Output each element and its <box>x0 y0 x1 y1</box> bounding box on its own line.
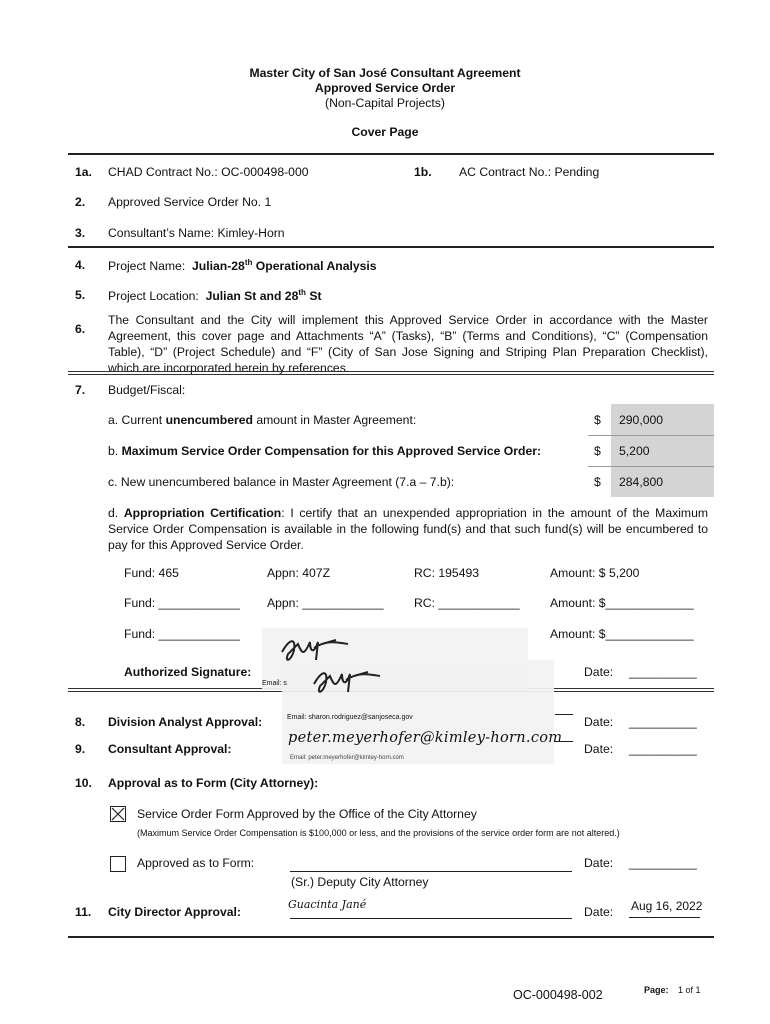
row-11-number: 11. <box>75 905 92 919</box>
city-attorney-checkbox-checked[interactable] <box>110 806 126 822</box>
service-order-no: Approved Service Order No. 1 <box>108 195 272 209</box>
budget-b-currency: $ <box>594 444 601 458</box>
city-director-approval-label: City Director Approval: <box>108 905 241 919</box>
divider <box>68 246 714 248</box>
appropriation-certification <box>108 505 708 553</box>
appn-1: Appn: 407Z <box>267 566 331 580</box>
budget-a-prefix: a. Current <box>108 413 166 427</box>
appn-2[interactable]: Appn: ____________ <box>267 596 384 610</box>
auth-date-label: Date: <box>584 665 614 679</box>
r11-date-value: Aug 16, 2022 <box>631 899 703 913</box>
title-line-2: Approved Service Order <box>314 81 456 95</box>
approved-as-to-form-checkbox[interactable] <box>110 856 126 872</box>
row-2-number: 2. <box>75 195 86 209</box>
amount-3[interactable]: Amount: $_____________ <box>550 627 694 641</box>
row-3-number: 3. <box>75 226 86 240</box>
document-id: OC-000498-002 <box>513 988 603 1002</box>
consultant-approval-label: Consultant Approval: <box>108 742 232 756</box>
row-6-number: 6. <box>75 322 86 336</box>
project-location-sup: th <box>298 288 306 297</box>
budget-a-post: amount in Master Agreement: <box>252 413 417 427</box>
fund-3[interactable]: Fund: ____________ <box>124 627 240 641</box>
r9-date-blank[interactable]: __________ <box>629 742 697 756</box>
chad-contract-no: CHAD Contract No.: OC-000498-000 <box>108 165 309 179</box>
authorized-signature-label: Authorized Signature: <box>124 665 252 679</box>
divider <box>68 371 714 375</box>
auth-date-blank[interactable]: __________ <box>629 665 697 679</box>
date-line <box>629 917 700 918</box>
title-line-3: (Non-Capital Projects) <box>325 96 445 110</box>
approved-as-to-form-label: Approved as to Form: <box>137 856 255 870</box>
budget-a-currency: $ <box>594 413 601 427</box>
rc-2[interactable]: RC: ____________ <box>414 596 520 610</box>
fund-1: Fund: 465 <box>124 566 179 580</box>
page-label: Page: <box>644 985 669 995</box>
amount-2[interactable]: Amount: $_____________ <box>550 596 694 610</box>
row-1b-number: 1b. <box>414 165 432 179</box>
divider <box>68 153 714 155</box>
page-number: 1 of 1 <box>678 985 701 995</box>
ac-contract-no: AC Contract No.: Pending <box>459 165 600 179</box>
check-x-icon <box>111 807 125 821</box>
opt2-date-label: Date: <box>584 856 614 870</box>
budget-d-prefix: d. <box>108 506 124 520</box>
fund-2[interactable]: Fund: ____________ <box>124 596 240 610</box>
project-name-value-rest: Operational Analysis <box>252 259 377 274</box>
cover-page-heading: Cover Page <box>351 125 419 139</box>
row-10-number: 10. <box>75 776 92 790</box>
cell-divider <box>588 466 714 467</box>
budget-b-text: Maximum Service Order Compensation for this Approved Service Order: <box>121 444 542 458</box>
row-5-number: 5. <box>75 288 86 302</box>
budget-d-text: : I certify that an unexpended appropriation in the amount of the Maximum Service Order Compensation is available in the following fund(s) and that such fund(s) will be encumbered to pay for this Approved Service Order. <box>108 506 708 552</box>
auth-email-fragment: Email: s <box>262 680 287 687</box>
budget-a-bold: unencumbered <box>165 413 253 427</box>
budget-b-value: 5,200 <box>619 444 650 458</box>
signature-line <box>555 741 573 742</box>
approval-as-to-form-heading: Approval as to Form (City Attorney): <box>108 776 319 790</box>
project-name-value: Julian-28 <box>192 259 245 274</box>
budget-fiscal-label: Budget/Fiscal: <box>108 383 186 397</box>
signature-scribble-2 <box>308 662 408 704</box>
project-location-value-rest: St <box>305 289 322 304</box>
consultant-signature: peter.meyerhofer@kimley-horn.com <box>288 730 563 746</box>
divider <box>68 936 714 938</box>
signature-line <box>555 714 573 715</box>
budget-a-value: 290,000 <box>619 413 664 427</box>
r8-date-blank[interactable]: __________ <box>629 715 697 729</box>
row-1a-number: 1a. <box>75 165 92 179</box>
project-location <box>108 288 322 303</box>
row-7-number: 7. <box>75 383 86 397</box>
opt2-date-blank[interactable]: __________ <box>629 856 697 870</box>
budget-b-prefix: b. <box>108 444 122 458</box>
budget-line-b <box>108 444 541 458</box>
attorney-signature-line[interactable] <box>290 871 572 872</box>
r11-date-label: Date: <box>584 905 614 919</box>
row-9-number: 9. <box>75 742 86 756</box>
project-name-label: Project Name: <box>108 259 186 274</box>
title-line-1: Master City of San José Consultant Agreement <box>249 66 521 80</box>
amount-1: Amount: $ 5,200 <box>550 566 640 580</box>
cell-divider <box>588 435 714 436</box>
project-name <box>108 258 377 273</box>
rc-1: RC: 195493 <box>414 566 480 580</box>
project-location-label: Project Location: <box>108 289 199 304</box>
project-name-sup: th <box>244 258 253 267</box>
implementation-paragraph: The Consultant and the City will implement this Approved Service Order in accordance with the Master Agreement, this cover page and Attachments “A” (Tasks), “B” (Terms and Conditions), “C” (Compensation Table), “D” (Project Schedule) and “F” (City of San Jose Signing and Striping Plan Preparation Checklist), which are incorporated herein by references. <box>108 313 708 375</box>
budget-d-bold: Appropriation Certification <box>123 506 282 520</box>
r9-date-label: Date: <box>584 742 614 756</box>
project-location-value: Julian St and 28 <box>205 289 299 304</box>
consultant-email: Email: peter.meyerhofer@kimley-horn.com <box>290 755 404 761</box>
director-signature-line <box>290 918 572 919</box>
r8-date-label: Date: <box>584 715 614 729</box>
option-form-approved: Service Order Form Approved by the Office of the City Attorney <box>137 807 477 821</box>
budget-line-c: c. New unencumbered balance in Master Agreement (7.a – 7.b): <box>108 475 455 489</box>
consultant-name: Consultant’s Name: Kimley-Horn <box>108 226 285 240</box>
division-analyst-label: Division Analyst Approval: <box>108 715 263 729</box>
budget-c-value: 284,800 <box>619 475 664 489</box>
row-4-number: 4. <box>75 258 86 272</box>
division-analyst-email: Email: sharon.rodriguez@sanjoseca.gov <box>287 714 413 721</box>
budget-line-a <box>108 413 416 427</box>
option-form-approved-note: (Maximum Service Order Compensation is $100,000 or less, and the provisions of the service order form are not altered.) <box>137 828 620 838</box>
row-8-number: 8. <box>75 715 86 729</box>
budget-c-currency: $ <box>594 475 601 489</box>
deputy-city-attorney-caption: (Sr.) Deputy City Attorney <box>291 875 429 889</box>
city-director-signature: Guacinta Jané <box>288 898 367 911</box>
